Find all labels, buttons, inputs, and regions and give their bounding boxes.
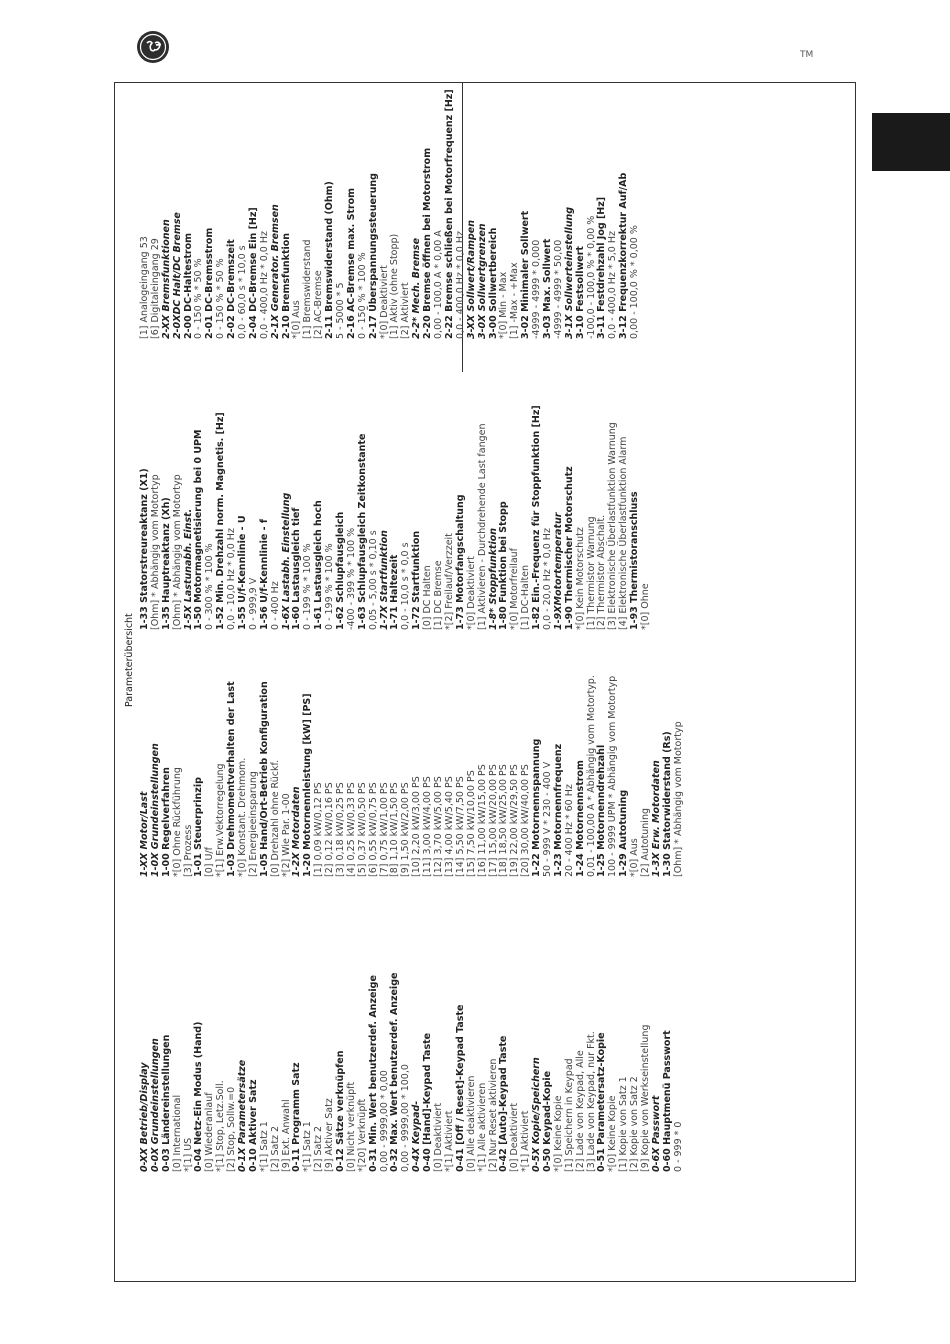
parameter-option: 0,00 - 9999,00 * 100,0	[400, 1064, 412, 1172]
parameter-option: *[0] Kein Motorschutz	[574, 527, 586, 630]
parameter-option: [0] Drehzahl ohne Rückf.	[269, 759, 281, 877]
parameter-heading: 2-20 Bremse öffnen bei Motorstrom	[422, 147, 434, 339]
parameter-option: 0,0 - 20,0 Hz * 0,0 Hz	[541, 528, 553, 630]
parameter-heading: 1-20 Motornennleistung [kW] [PS]	[302, 693, 314, 877]
parameter-heading: 1-63 Schlupfausgleich Zeitkonstante	[356, 433, 368, 630]
parameter-option: [0] International	[171, 1094, 183, 1172]
parameter-option: [1] Aktivieren - Durchdrehende Last fangen	[476, 423, 488, 630]
parameter-heading: 0-41 [Off / Reset]-Keypad Taste	[454, 1004, 466, 1172]
parameter-option: *[0] Aus	[291, 300, 303, 339]
parameter-option: 0 - 150 % * 50 %	[193, 258, 205, 339]
parameter-option: *[1] Satz 1	[302, 1121, 314, 1172]
parameter-option: [0] Alle deaktivieren	[465, 1075, 477, 1172]
parameter-option: *[0] Aus	[629, 838, 641, 877]
parameter-option: 0,0 - 10,0 s * 0,0 s	[400, 542, 412, 630]
parameter-heading: 1-55 U/f-Kennlinie - U	[237, 515, 249, 630]
parameter-option: [2] Satz 2	[269, 1125, 281, 1172]
parameter-option: *[0] Min - Max	[498, 271, 510, 339]
parameter-option: *[0] Motorfreilauf	[509, 547, 521, 630]
parameter-option: 0 - 400 Hz	[269, 581, 281, 630]
parameter-heading: 0-50 Keypad-Kopie	[541, 1070, 553, 1172]
parameter-option: -100,0 - 100,0 % * 0,00 %	[585, 215, 597, 339]
parameter-option: 0,00 - 100,0 % * 0,00 %	[629, 225, 641, 339]
parameter-option: *[1] Aktiviert	[520, 1110, 532, 1172]
parameter-heading: 3-0X Sollwertgrenzen	[476, 223, 488, 339]
parameter-heading: 2-01 DC-Bremsstrom	[204, 227, 216, 339]
parameter-option: [13] 4,00 kW/5,40 PS	[443, 776, 455, 877]
parameter-option: 0,0 - 10,0 Hz * 0,0 Hz	[226, 528, 238, 630]
parameter-option: [1] 0,09 kW/0,12 PS	[313, 782, 325, 877]
parameter-heading: 1-25 Motornenndrehzahl	[596, 744, 608, 877]
parameter-option: [4] 0,25 kW/0,33 PS	[345, 782, 357, 877]
parameter-heading: 1-62 Schlupfausgleich	[335, 511, 347, 630]
parameter-heading: 1-73 Motorfangschaltung	[454, 494, 466, 630]
parameter-option: *[0] Deaktiviert	[378, 265, 390, 339]
parameter-option: *[1] Alle aktivieren	[476, 1082, 488, 1172]
parameter-option: [9] Aktiver Satz	[324, 1098, 336, 1172]
parameter-option: [15] 7,50 kW/10,00 PS	[465, 770, 477, 877]
parameter-option: 0 - 150 % * 100 %	[356, 252, 368, 339]
parameter-heading: 1-01 Steuerprinzip	[193, 777, 205, 877]
parameter-option: [20] 30,00 kW/40,00 PS	[520, 764, 532, 877]
parameter-option: -400 - 399 % * 100 %	[345, 527, 357, 630]
ge-logo-icon	[136, 30, 170, 64]
parameter-heading: 0-XX Betrieb/Display	[139, 1062, 150, 1172]
parameter-option: *[1] Satz 1	[258, 1121, 270, 1172]
parameter-heading: 0-51 Parametersatz-Kopie	[596, 1032, 608, 1172]
parameter-option: [1] Kopie von Satz 1	[618, 1076, 630, 1172]
parameter-option: [3] Prozess	[182, 824, 194, 877]
parameter-heading: 2-XX Bremsfunktionen	[160, 219, 172, 339]
parameter-heading: 0-32 Max. Wert benutzerdef. Anzeige	[389, 972, 401, 1172]
parameter-heading: 1-05 Hand/Ort-Betrieb Konfiguration	[258, 681, 270, 877]
parameter-option: [17] 15,00 kW/20,00 PS	[487, 764, 499, 877]
parameter-option: *[0] Keine Kopie	[607, 1095, 619, 1172]
parameter-option: 0,0 - 400,0 Hz * 0,0 Hz	[454, 231, 466, 339]
parameter-option: 0 - 300 % * 100 %	[204, 543, 216, 630]
parameter-heading: 0-03 Ländereinstellungen	[160, 1034, 172, 1172]
page-title: Parameterübersicht	[124, 613, 135, 707]
parameter-heading: 2-10 Bremsfunktion	[280, 232, 292, 339]
parameter-option: *[20] Verknüpft	[356, 1098, 368, 1172]
parameter-option: [1] Analogeingang 53	[139, 236, 150, 339]
parameter-option: [0] DC Halten	[422, 565, 434, 630]
parameter-option: 0,0 - 60,0 s * 10,0 s	[237, 245, 249, 339]
parameter-option: [Ohm] * Abhängig vom Motortyp	[171, 474, 183, 630]
parameter-heading: 2-11 Bremswiderstand (Ohm)	[324, 181, 336, 339]
parameter-heading: 0-12 Sätze verknüpfen	[335, 1050, 347, 1172]
parameter-option: [2] AC-Bremse	[313, 270, 325, 339]
parameter-heading: 0-0X Grundeinstellungen	[149, 1038, 161, 1172]
parameter-option: [1] Speichern in Keypad	[563, 1058, 575, 1172]
parameter-option: *[0] Ohne Rückführung	[171, 767, 183, 877]
parameter-option: 0,0 - 400,0 Hz * 5,0 Hz	[607, 231, 619, 339]
parameter-option: [0] Deaktiviert	[433, 1102, 445, 1172]
parameter-heading: 0-42 [Auto]-Keypad Taste	[498, 1035, 510, 1172]
parameter-option: [19] 22,00 kW/29,50 PS	[509, 764, 521, 877]
parameter-option: [1] Thermistor Warnung	[585, 516, 597, 630]
parameter-option: 0 - 199 % * 100 %	[324, 543, 336, 630]
parameter-heading: 1-56 U/f-Kennlinie - f	[258, 518, 270, 630]
parameter-option: 0,01 - 100,00 A * Abhängig vom Motortyp.	[585, 675, 597, 877]
parameter-option: 0,00 - 100,0 A * 0,00 A	[433, 230, 445, 339]
parameter-option: 0,0 - 400,0 Hz * 0,0 Hz	[258, 231, 270, 339]
parameter-heading: 2-16 AC-Bremse max. Strom	[345, 187, 357, 339]
parameter-heading: 3-12 Frequenzkorrektur Auf/Ab	[618, 172, 630, 339]
parameter-option: *[0] Konstant. Drehmom.	[237, 757, 249, 877]
parameter-option: [9] Kopie von Werkseinstellung	[639, 1024, 651, 1172]
parameter-heading: 1-23 Motornennfrequenz	[552, 743, 564, 877]
parameter-option: [0] Deaktiviert	[509, 1102, 521, 1172]
parameter-heading: 1-82 Ein.-Frequenz für Stoppfunktion [Hz]	[531, 405, 543, 630]
parameter-option: [4] Elektronische Überlastfunktion Alarm	[618, 436, 630, 630]
parameter-option: [3] Elektronische Überlastfunktion Warnung	[607, 422, 619, 630]
parameter-heading: 3-03 Max. Sollwert	[541, 238, 553, 339]
parameter-heading: 1-80 Funktion bei Stopp	[498, 501, 510, 630]
parameter-heading: 1-00 Regelverfahren	[160, 767, 172, 877]
parameter-option: *[2] Wie Par. 1-00	[280, 793, 292, 877]
parameter-heading: 2-22 Bremse schließen bei Motorfrequenz [Hz]	[443, 89, 455, 339]
parameter-column-1	[140, 973, 685, 1172]
parameter-heading: 0-10 Aktiver Satz	[247, 1079, 259, 1172]
parameter-option: 0 - 999 * 0	[672, 1121, 684, 1172]
parameter-heading: 2-0XDC Halt/DC Bremse	[171, 212, 183, 339]
parameter-heading: 1-XX Motor/Last	[139, 791, 150, 877]
parameter-option: [5] 0,37 kW/0,50 PS	[356, 782, 368, 877]
parameter-option: *[1] Aktiviert	[443, 1110, 455, 1172]
parameter-option: [3] 0,18 kW/0,25 PS	[335, 782, 347, 877]
parameter-option: [11] 3,00 kW/4,00 PS	[422, 776, 434, 877]
parameter-option: [9] 1,50 kW/2,00 PS	[400, 782, 412, 877]
parameter-option: -4999 - 4999 * 50,00	[552, 239, 564, 339]
parameter-option: [2] Autotuning	[639, 808, 651, 877]
parameter-option: 0,00 - 9999,00 * 0,00	[378, 1070, 390, 1172]
parameter-heading: 1-6X Lastabh. Einstellung	[280, 492, 292, 630]
parameter-column-4	[140, 89, 641, 339]
parameter-option: [0] U/f	[204, 847, 216, 877]
parameter-option: *[1] US	[182, 1137, 194, 1172]
parameter-heading: 0-1X Parametersätze	[237, 1059, 249, 1172]
parameter-heading: 1-22 Motornennspannung	[531, 738, 543, 877]
parameter-option: *[0] Keine Kopie	[552, 1095, 564, 1172]
parameter-heading: 3-XX Sollwert/Rampen	[465, 220, 477, 339]
parameter-heading: 3-00 Sollwertbereich	[487, 227, 499, 339]
parameter-heading: 3-11 Festdrehzahl Jog [Hz]	[596, 196, 608, 339]
parameter-option: 5 - 5000 * 5	[335, 282, 347, 339]
parameter-option: [7] 0,75 kW/1,00 PS	[378, 782, 390, 877]
parameter-heading: 1-5X Lastunabh. Einst.	[182, 508, 194, 630]
parameter-heading: 1-35 Hauptreaktanz (Xh)	[160, 497, 172, 630]
parameter-option: [Ohm] * Abhängig vom Motortyp	[672, 721, 684, 877]
parameter-option: *[1] Erw.Vektorregelung	[215, 763, 227, 877]
parameter-option: 0,05 - 5,00 s * 0,10 s	[367, 530, 379, 630]
parameter-option: *[1] Stop, Letz.Soll.	[215, 1080, 227, 1172]
parameter-option: [0] Wiederanlauf	[204, 1092, 216, 1172]
parameter-heading: 0-11 Programm Satz	[291, 1062, 303, 1172]
parameter-option: [2] Energieeinsparung	[247, 771, 259, 877]
parameter-heading: 0-31 Min. Wert benutzerdef. Anzeige	[367, 975, 379, 1172]
parameter-heading: 3-10 Festsollwert	[574, 246, 586, 339]
parameter-heading: 0-5X Kopie/Speichern	[531, 1057, 543, 1172]
parameter-column-3	[140, 405, 652, 630]
parameter-option: [2] Thermistor Abschalt.	[596, 514, 608, 630]
parameter-heading: 1-0X Grundeinstellungen	[149, 743, 161, 877]
parameter-option: [1] Aktiv (ohne Stopp)	[389, 233, 401, 339]
parameter-heading: 2-17 Überspannungssteuerung	[367, 173, 379, 339]
parameter-option: [Ohm] * Abhängig vom Motortyp	[149, 474, 161, 630]
parameter-heading: 1-93 Thermistoranschluss	[629, 491, 641, 630]
parameter-option: [2] Satz 2	[313, 1125, 325, 1172]
parameter-option: [1] Bremswiderstand	[302, 239, 314, 339]
parameter-heading: 1-7X Startfunktion	[378, 530, 390, 630]
parameter-option: [1] DC Bremse	[433, 560, 445, 630]
parameter-heading: 1-3X Erw. Motordaten	[650, 760, 662, 877]
parameter-heading: 1-71 Haltezeit	[389, 554, 401, 630]
parameter-heading: 0-60 Hauptmenü Passwort	[661, 1030, 673, 1172]
parameter-heading: 1-29 Autotuning	[618, 789, 630, 877]
parameter-option: [2] Aktiviert	[400, 282, 412, 339]
parameter-heading: 1-9XMotortemperatur	[552, 512, 564, 630]
parameter-option: 100 - 9999 UPM * Abhängig vom Motortyp	[607, 675, 619, 877]
parameter-option: [0] Nicht verknüpft	[345, 1081, 357, 1172]
parameter-heading: 1-72 Startfunktion	[411, 530, 423, 630]
parameter-heading: 1-24 Motornennstrom	[574, 760, 586, 877]
parameter-option: -4999 - 4999 * 0,000	[531, 239, 543, 339]
chapter-tab	[872, 113, 950, 171]
parameter-option: [8] 1,10 kW/1,50 PS	[389, 782, 401, 877]
parameter-heading: 3-02 Minimaler Sollwert	[520, 210, 532, 339]
parameter-option: *[0] Ohne	[639, 583, 651, 630]
parameter-option: [1] -Max - +Max	[509, 262, 521, 339]
parameter-heading: 1-90 Thermischer Motorschutz	[563, 466, 575, 630]
parameter-option: [2] Kopie von Satz 2	[629, 1076, 641, 1172]
parameter-heading: 1-50 Motormagnetisierung bei 0 UPM	[193, 429, 205, 630]
parameter-option: *[2] Freilauf/Verzzeit	[443, 533, 455, 630]
parameter-option: [1] DC-Halten	[520, 564, 532, 630]
parameter-heading: 2-2* Mech. Bremse	[411, 237, 423, 339]
parameter-heading: 1-8* Stoppfunktion	[487, 527, 499, 630]
trademark-label: TM	[800, 50, 814, 60]
parameter-option: [2] 0,12 kW/0,16 PS	[324, 782, 336, 877]
parameter-option: [2] Stop, Sollw.=0	[226, 1086, 238, 1172]
parameter-heading: 2-02 DC-Bremszeit	[226, 239, 238, 339]
parameter-option: 50 - 999 V * 230 - 400 V	[541, 761, 553, 877]
parameter-heading: 1-61 Lastausgleich hoch	[313, 500, 325, 630]
parameter-option: [14] 5,50 kW/7,50 PS	[454, 776, 466, 877]
parameter-heading: 0-04 Netz-Ein Modus (Hand)	[193, 1021, 205, 1172]
parameter-option: [12] 3,70 kW/5,00 PS	[433, 776, 445, 877]
parameter-option: [3] Lade von Keypad, nur Fkt.	[585, 1031, 597, 1172]
parameter-heading: 3-1X Sollwerteinstellung	[563, 206, 575, 339]
parameter-option: [18] 18,50 kW/25,00 PS	[498, 764, 510, 877]
parameter-heading: 0-40 [Hand]-Keypad Taste	[422, 1032, 434, 1172]
parameter-option: 0 - 999,9 V	[247, 577, 259, 630]
parameter-heading: 1-60 Lastausgleich tief	[291, 507, 303, 630]
parameter-option: 20 - 400 Hz * 60 Hz	[563, 784, 575, 877]
parameter-option: 0 - 150 % * 50 %	[215, 258, 227, 339]
parameter-heading: 1-33 Statorstreureaktanz (X1)	[139, 468, 150, 630]
parameter-heading: 1-03 Drehmomentverhalten der Last	[226, 681, 238, 877]
parameter-option: [10] 2,20 kW/3,00 PS	[411, 776, 423, 877]
parameter-heading: 0-4X Keypad-	[411, 1100, 423, 1172]
parameter-column-2	[140, 675, 685, 877]
parameter-option: [2] Lade von Keypad, Alle	[574, 1050, 586, 1172]
parameter-heading: 0-6X Passwort	[650, 1095, 662, 1172]
parameter-heading: 1-52 Min. Drehzahl norm. Magnetis. [Hz]	[215, 412, 227, 630]
parameter-heading: 2-00 DC-Haltestrom	[182, 232, 194, 339]
parameter-option: *[0] Deaktiviert	[465, 556, 477, 630]
parameter-option: [2] Nur Reset aktivieren	[487, 1058, 499, 1172]
parameter-option: [9] Ext. Anwahl	[280, 1099, 292, 1172]
parameter-option: [6] Digitaleingang 29	[149, 238, 161, 339]
parameter-option: [6] 0,55 kW/0,75 PS	[367, 782, 379, 877]
parameter-heading: 2-1X Generator. Bremsen	[269, 204, 281, 339]
parameter-heading: 1-2X Motordaten	[291, 786, 303, 877]
parameter-option: 0 - 199 % * 100 %	[302, 543, 314, 630]
parameter-option: [16] 11,00 kW/15,00 PS	[476, 764, 488, 877]
parameter-heading: 1-30 Statorwiderstand (Rs)	[661, 731, 673, 877]
parameter-heading: 2-04 DC-Bremse Ein [Hz]	[247, 207, 259, 339]
